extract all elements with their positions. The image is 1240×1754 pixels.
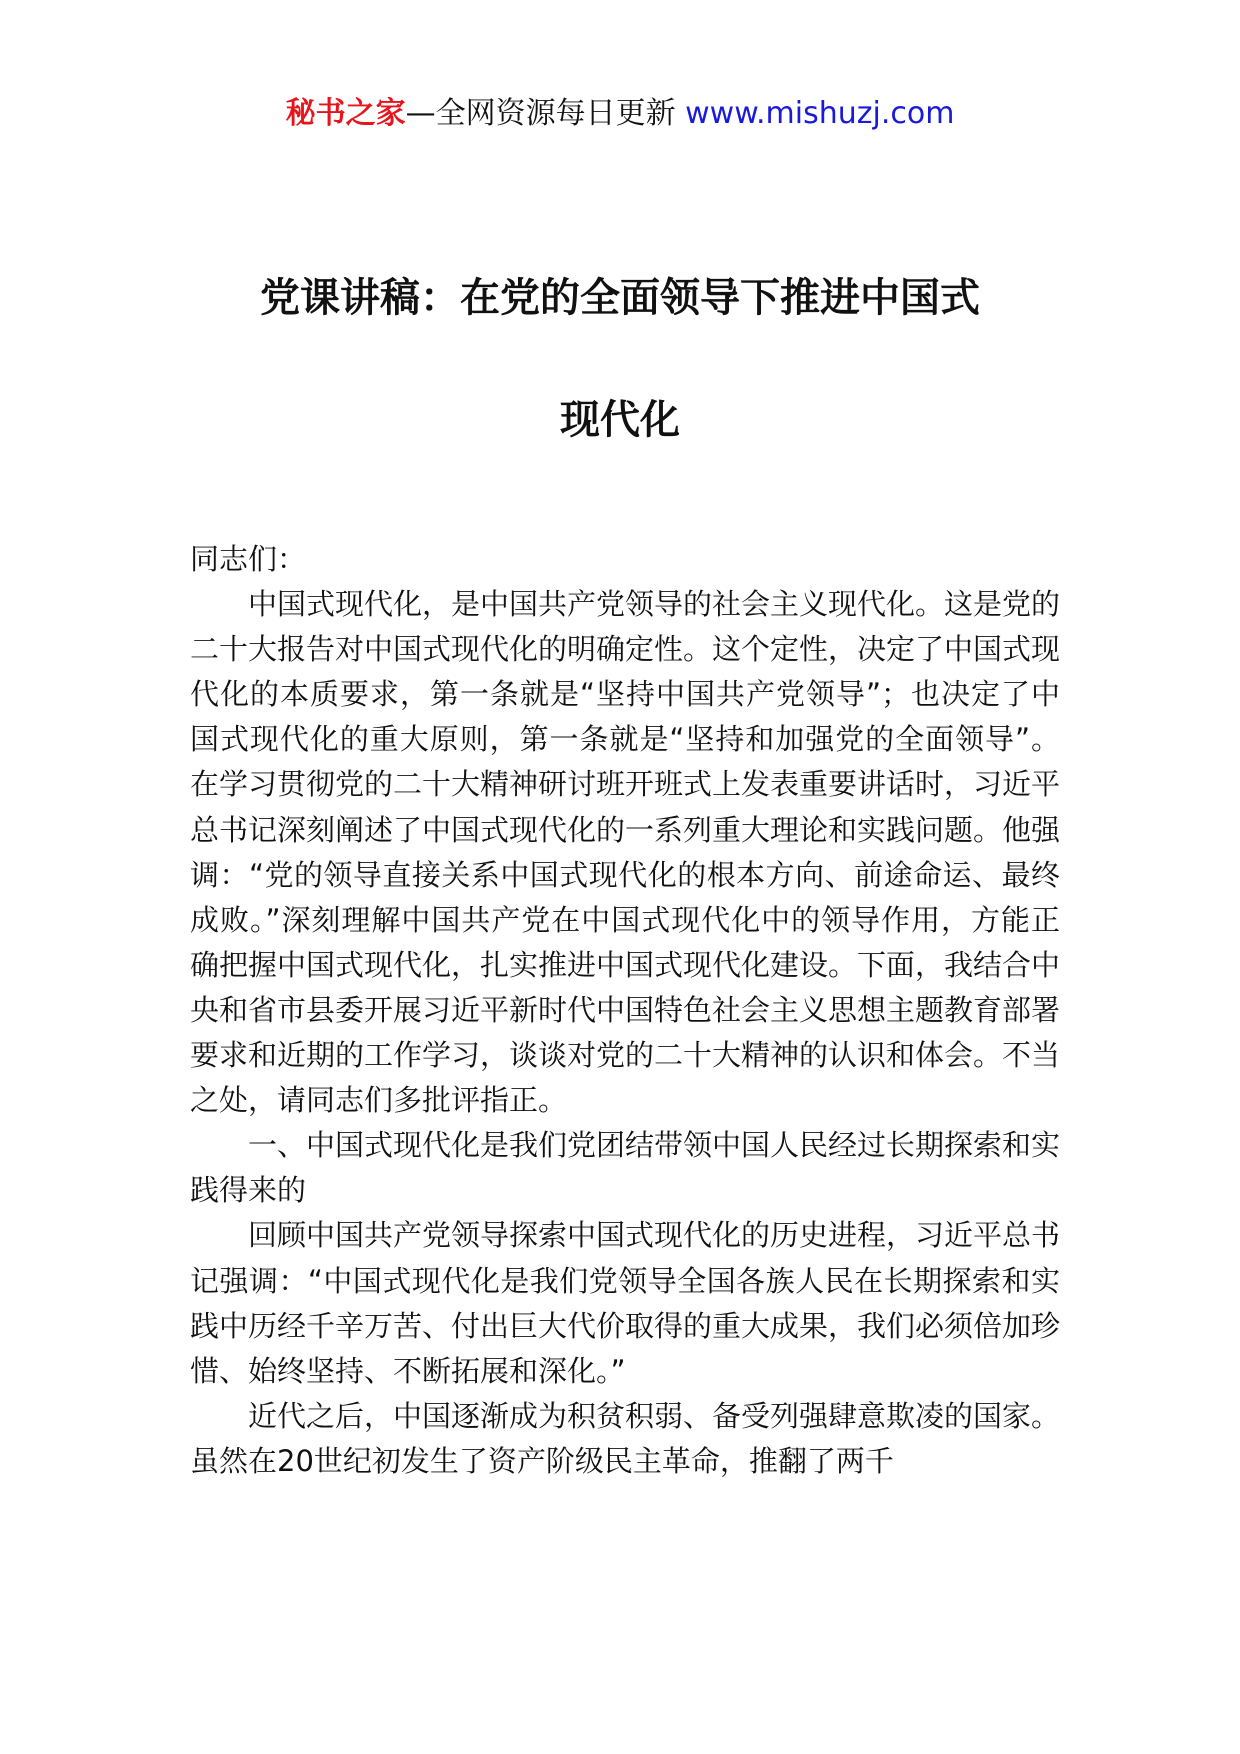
document-body <box>190 537 1060 1484</box>
document-title-line-1: 党课讲稿：在党的全面领导下推进中国式 <box>260 275 980 321</box>
document-title-line-2: 现代化 <box>560 397 680 443</box>
paragraph-history: 回顾中国共产党领导探索中国式现代化的历史进程，习近平总书记强调：“中国式现代化是我们党领导全国各族人民在长期探索和实践中历经千辛万苦、付出巨大代价取得的重大成果，我们必须倍加珍惜、始终坚持、不断拓展和深化。” <box>190 1218 1061 1388</box>
paragraph-modern-era: 近代之后，中国逐渐成为积贫积弱、备受列强肆意欺凌的国家。虽然在20世纪初发生了资产阶级民主革命，推翻了两千 <box>190 1398 1061 1478</box>
paragraph-intro: 中国式现代化，是中国共产党领导的社会主义现代化。这是党的二十大报告对中国式现代化的明确定性。这个定性，决定了中国式现代化的本质要求，第一条就是“坚持中国共产党领导”；也决定了中国式现代化的重大原则，第一条就是“坚持和加强党的全面领导”。在学习贯彻党的二十大精神研讨班开班式上发表重要讲话时，习近平总书记深刻阐述了中国式现代化的一系列重大理论和实践问题。他强调：“党的领导直接关系中国式现代化的根本方向、前途命运、最终成败。”深刻理解中国共产党在中国式现代化中的领导作用，方能正确把握中国式现代化，扎实推进中国式现代化建设。下面，我结合中央和省市县委开展习近平新时代中国特色社会主义思想主题教育部署要求和近期的工作学习，谈谈对党的二十大精神的认识和体会。不当之处，请同志们多批评指正。 <box>190 587 1061 1118</box>
section-heading-1: 一、中国式现代化是我们党团结带领中国人民经过长期探索和实践得来的 <box>190 1128 1061 1208</box>
site-url-link[interactable]: www.mishuzj.com <box>685 96 955 131</box>
brand-name: 秘书之家 <box>285 96 406 131</box>
site-header <box>0 94 1240 134</box>
site-tagline: —全网资源每日更新 <box>405 96 676 131</box>
salutation: 同志们： <box>190 542 307 576</box>
